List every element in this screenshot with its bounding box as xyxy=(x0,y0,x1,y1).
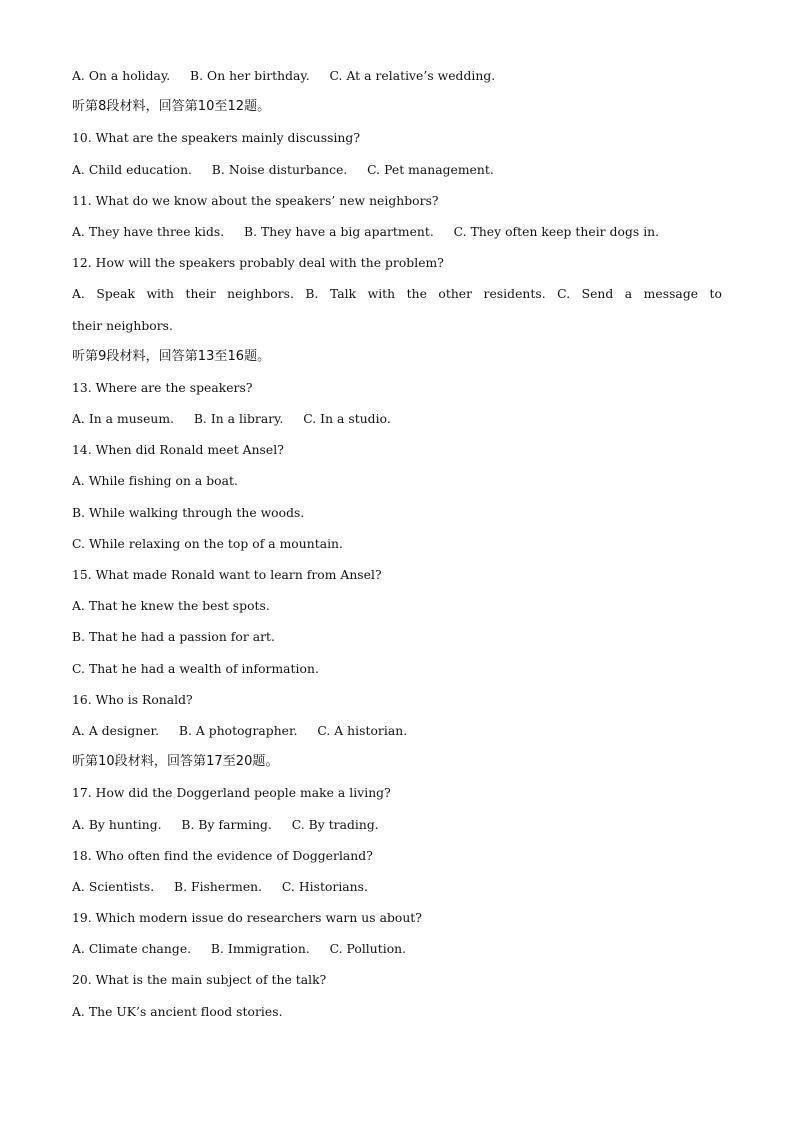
section-heading: 听第9段材料，回答第13至16题。 xyxy=(72,348,271,364)
option-line: C. While relaxing on the top of a mountain. xyxy=(72,536,343,551)
question-line: 19. Which modern issue do researchers warn us about? xyxy=(72,911,422,926)
option-line: A. Climate change. B. Immigration. C. Pollution. xyxy=(72,942,407,957)
question-line: 14. When did Ronald meet Ansel? xyxy=(72,443,284,458)
question-line: 11. What do we know about the speakers’ new neighbors? xyxy=(72,193,439,208)
option-line: B. While walking through the woods. xyxy=(72,505,305,520)
question-line: 15. What made Ronald want to learn from Ansel? xyxy=(72,568,382,582)
option-line: A. Child education. B. Noise disturbance. C. Pet management. xyxy=(72,162,494,177)
question-line: 17. How did the Doggerland people make a living? xyxy=(72,786,391,801)
question-line: 16. Who is Ronald? xyxy=(72,692,193,707)
option-line-continuation: their neighbors. xyxy=(72,318,173,333)
question-line: 20. What is the main subject of the talk? xyxy=(72,973,327,988)
option-line: B. That he had a passion for art. xyxy=(72,630,275,645)
question-line: 12. How will the speakers probably deal with the problem? xyxy=(72,256,444,271)
option-line: C. That he had a wealth of information. xyxy=(72,661,319,676)
option-line: A. The UK’s ancient flood stories. xyxy=(72,1004,283,1019)
question-line: 10. What are the speakers mainly discussing? xyxy=(72,131,360,146)
option-line: A. On a holiday. B. On her birthday. C. At a relative’s wedding. xyxy=(72,69,496,83)
option-line: A. A designer. B. A photographer. C. A historian. xyxy=(72,723,408,738)
option-line: A. By hunting. B. By farming. C. By trading. xyxy=(72,817,379,832)
question-line: 13. Where are the speakers? xyxy=(72,380,253,395)
document-page xyxy=(72,66,722,1033)
question-line: 18. Who often find the evidence of Doggerland? xyxy=(72,848,373,863)
option-line: A. Scientists. B. Fishermen. C. Historians. xyxy=(72,879,368,894)
section-heading: 听第8段材料，回答第10至12题。 xyxy=(72,99,271,115)
option-line: A. While fishing on a boat. xyxy=(72,474,238,489)
section-heading: 听第10段材料，回答第17至20题。 xyxy=(72,754,279,770)
option-line: A. In a museum. B. In a library. C. In a studio. xyxy=(72,412,391,427)
option-line: A. They have three kids. B. They have a big apartment. C. They often keep their dogs in. xyxy=(72,224,660,239)
option-line: A. Speak with their neighbors. B. Talk with the other residents. C. Send a message to xyxy=(72,287,722,302)
option-line: A. That he knew the best spots. xyxy=(72,599,270,614)
